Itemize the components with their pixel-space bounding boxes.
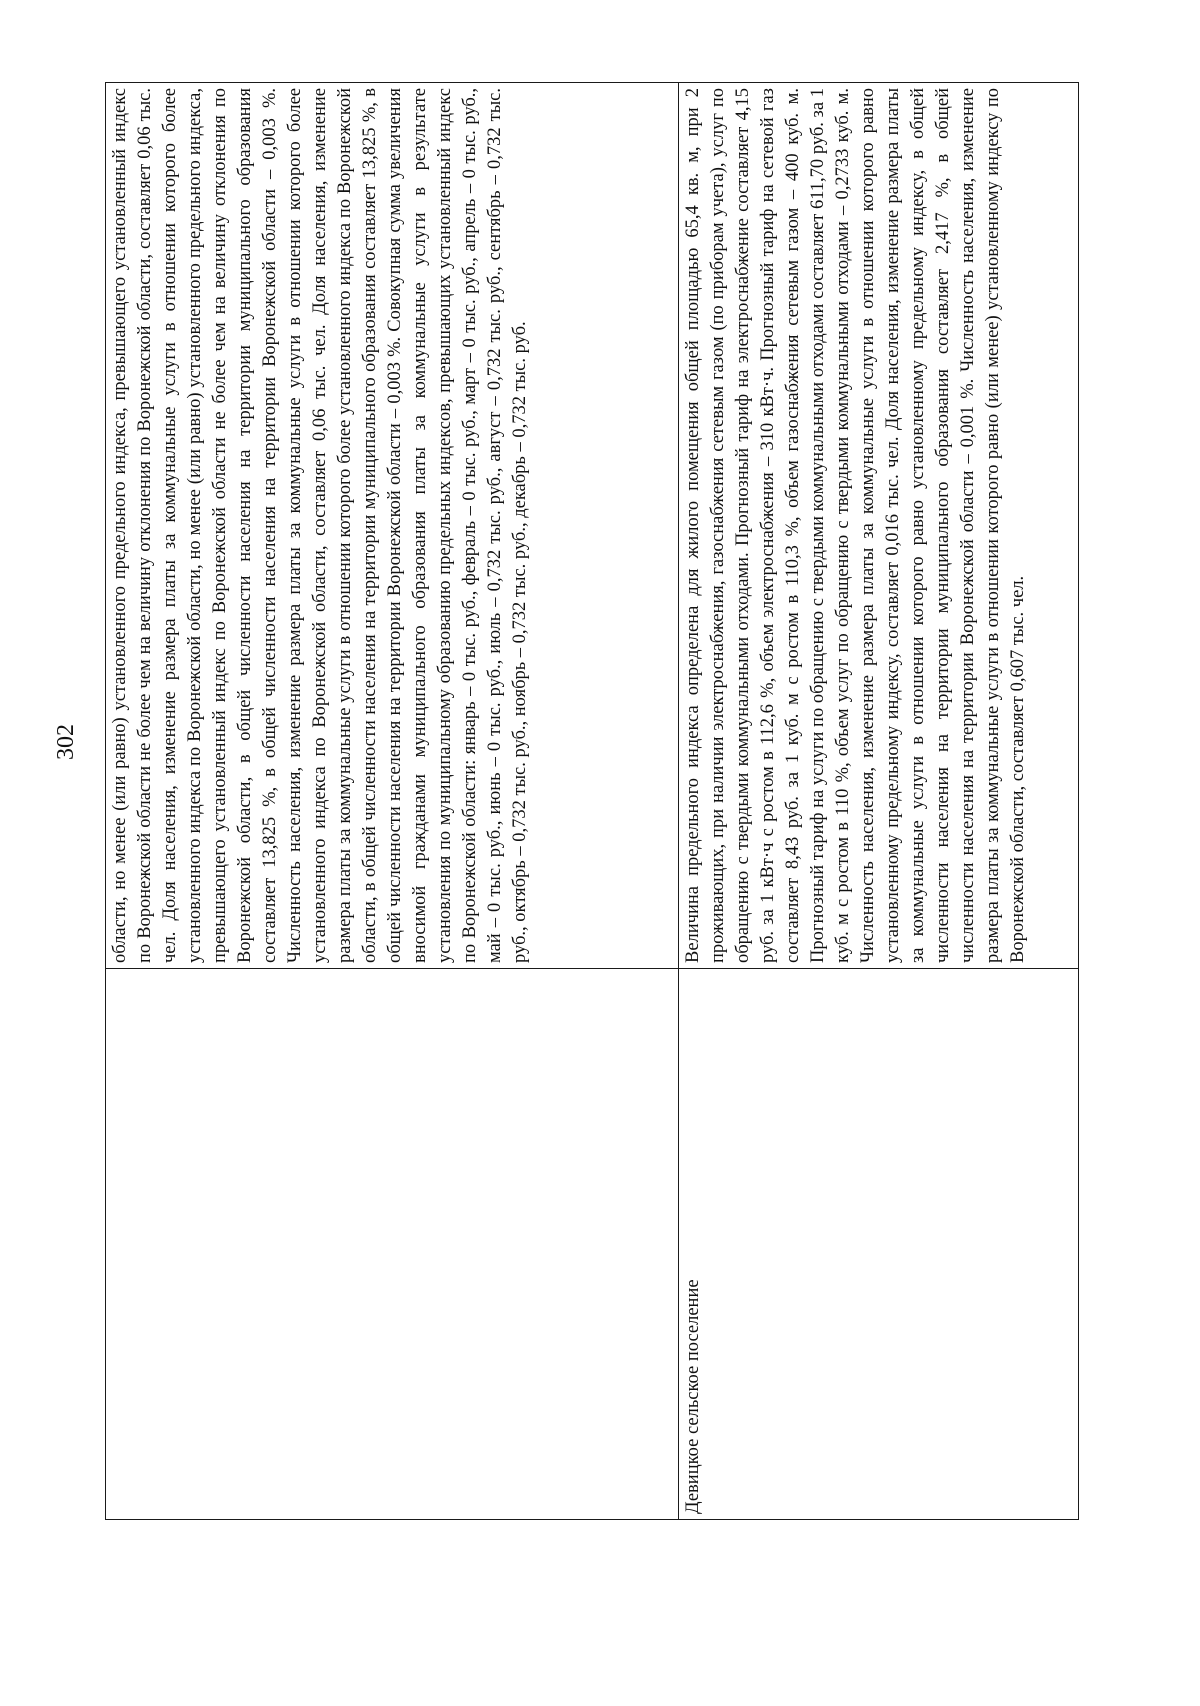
municipality-name-cell xyxy=(106,969,679,1520)
municipality-name-cell: Девицкое сельское поселение xyxy=(679,969,1079,1520)
description-cell xyxy=(106,83,679,969)
description-text: Величина предельного индекса определена для жилого помещения общей площадью 65,4 кв. м, при 2 проживающих, при наличии электроснабжения, газоснабжения сетевым газом (по приборам учета), услуг по обращению с твердыми коммунальными отходами. Прогнозный тариф на электроснабжение составляет 4,15 руб. за 1 кВт·ч с ростом в 112,6 %, объем электроснабжения – 310 кВт·ч. Прогнозный тариф на сетевой газ составляет 8,43 руб. за 1 куб. м с ростом в 110,3 %, объем газоснабжения сетевым газом – 400 куб. м. Прогнозный тариф на услуги по обращению с твердыми коммунальными отходами составляет 611,70 руб. за 1 куб. м с ростом в 110 %, объем услуг по обращению с твердыми коммунальными отходами – 0,2733 куб. м. Численность населения, изменение размера платы за коммунальные услуги в отношении которого равно установленному предельному индексу, составляет 0,016 тыс. чел. Доля населения, изменение размера платы за коммунальные услуги в отношении которого равно установленному предельному индексу, в общей численности населения на территории муниципального образования составляет 2,417 %, в общей численности населения на территории Воронежской области – 0,001 %. Численность населения, изменение размера платы за коммунальные услуги в отношении которого равно (или менее) установленному индексу по Воронежской области, составляет 0,607 тыс. чел. xyxy=(683,88,1028,963)
table-row xyxy=(679,83,1079,1520)
description-text: области, но менее (или равно) установленного предельного индекса, превышающего установленный индекс по Воронежской области не более чем на величину отклонения по Воронежской области, составляет 0,06 тыс. чел. Доля населения, изменение размера платы за коммунальные услуги в отношении которого более установленного индекса по Воронежской области, но менее (или равно) установленного предельного индекса, превышающего установленный индекс по Воронежской области не более чем на величину отклонения по Воронежской области, в общей численности населения на территории муниципального образования составляет 13,825 %, в общей численности населения на территории Воронежской области – 0,003 %. Численность населения, изменение размера платы за коммунальные услуги в отношении которого более установленного индекса по Воронежской области, составляет 0,06 тыс. чел. Доля населения, изменение размера платы за коммунальные услуги в отношении которого более установленного индекса по Воронежской области, в общей численности населения на территории муниципального образования составляет 13,825 %, в общей численности населения на территории Воронежской области – 0,003 %. Совокупная сумма увеличения вносимой гражданами муниципального образования платы за коммунальные услуги в результате установления по муниципальному образованию предельных индексов, превышающих установленный индекс по Воронежской области: январь – 0 тыс. руб., февраль – 0 тыс. руб., март – 0 тыс. руб., апрель – 0 тыс. руб., май – 0 тыс. руб., июнь – 0 тыс. руб., июль – 0,732 тыс. руб., август – 0,732 тыс. руб., сентябрь – 0,732 тыс. руб., октябрь – 0,732 тыс. руб., ноябрь – 0,732 тыс. руб., декабрь – 0,732 тыс. руб. xyxy=(110,88,530,963)
municipality-index-table xyxy=(105,82,1079,1520)
rotated-page xyxy=(53,82,1070,1520)
page-number: 302 xyxy=(53,724,79,760)
table-row xyxy=(106,83,679,1520)
description-cell xyxy=(679,83,1079,969)
